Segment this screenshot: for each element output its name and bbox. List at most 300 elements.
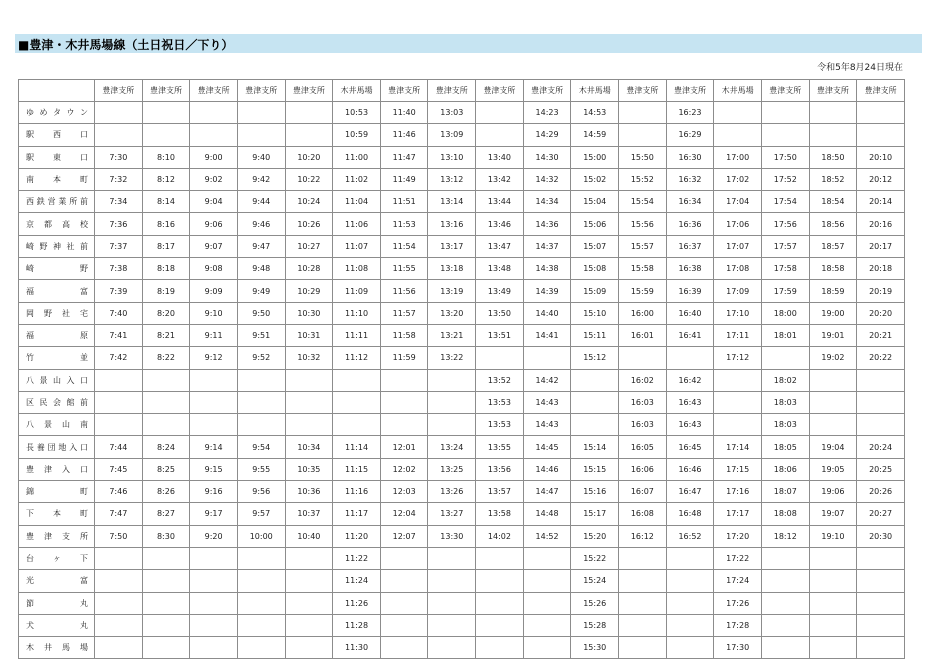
time-cell: 17:58 [761, 258, 809, 280]
table-row [19, 481, 905, 503]
stop-name: 駅西口 [19, 124, 95, 146]
time-cell: 7:42 [95, 347, 143, 369]
time-cell [476, 637, 524, 659]
time-cell: 9:16 [190, 481, 238, 503]
time-cell: 10:29 [285, 280, 333, 302]
time-cell: 14:46 [523, 458, 571, 480]
time-cell [95, 102, 143, 124]
time-cell: 14:23 [523, 102, 571, 124]
time-cell: 17:52 [761, 168, 809, 190]
time-cell [190, 102, 238, 124]
time-cell [285, 414, 333, 436]
time-cell: 10:30 [285, 302, 333, 324]
time-cell [237, 414, 285, 436]
column-header: 豊津支所 [523, 80, 571, 102]
time-cell [761, 347, 809, 369]
time-cell: 18:59 [809, 280, 857, 302]
column-header: 豊津支所 [190, 80, 238, 102]
time-cell: 17:12 [714, 347, 762, 369]
time-cell: 19:04 [809, 436, 857, 458]
time-cell: 9:51 [237, 324, 285, 346]
time-cell: 17:17 [714, 503, 762, 525]
time-cell: 7:39 [95, 280, 143, 302]
time-cell: 18:06 [761, 458, 809, 480]
time-cell: 12:02 [380, 458, 428, 480]
time-cell: 16:23 [666, 102, 714, 124]
time-cell: 14:02 [476, 525, 524, 547]
time-cell: 9:47 [237, 235, 285, 257]
time-cell: 14:47 [523, 481, 571, 503]
time-cell [571, 369, 619, 391]
time-cell: 15:11 [571, 324, 619, 346]
time-cell: 14:42 [523, 369, 571, 391]
time-cell: 9:07 [190, 235, 238, 257]
time-cell [285, 570, 333, 592]
time-cell [523, 347, 571, 369]
time-cell [190, 414, 238, 436]
table-row [19, 302, 905, 324]
time-cell: 15:08 [571, 258, 619, 280]
time-cell: 19:10 [809, 525, 857, 547]
time-cell: 16:12 [619, 525, 667, 547]
table-row [19, 258, 905, 280]
time-cell: 13:18 [428, 258, 476, 280]
time-cell: 15:10 [571, 302, 619, 324]
time-cell: 14:43 [523, 414, 571, 436]
time-cell [95, 637, 143, 659]
time-cell: 11:28 [333, 614, 381, 636]
time-cell [333, 414, 381, 436]
time-cell [380, 570, 428, 592]
time-cell [666, 570, 714, 592]
time-cell: 15:56 [619, 213, 667, 235]
column-header: 豊津支所 [476, 80, 524, 102]
time-cell: 13:51 [476, 324, 524, 346]
time-cell: 17:15 [714, 458, 762, 480]
time-cell: 11:17 [333, 503, 381, 525]
time-cell: 16:39 [666, 280, 714, 302]
time-cell: 16:47 [666, 481, 714, 503]
time-cell [619, 592, 667, 614]
time-cell [190, 547, 238, 569]
time-cell: 18:56 [809, 213, 857, 235]
stop-name: 西鉄営業所前 [19, 191, 95, 213]
time-cell [476, 124, 524, 146]
time-cell: 19:05 [809, 458, 857, 480]
table-row [19, 369, 905, 391]
time-cell: 8:10 [142, 146, 190, 168]
time-cell [285, 391, 333, 413]
time-cell: 18:57 [809, 235, 857, 257]
stop-name: 光富 [19, 570, 95, 592]
time-cell [190, 369, 238, 391]
time-cell: 18:03 [761, 391, 809, 413]
time-cell: 12:07 [380, 525, 428, 547]
stop-name: 八景山南 [19, 414, 95, 436]
time-cell: 16:45 [666, 436, 714, 458]
time-cell: 9:48 [237, 258, 285, 280]
column-header: 木井馬場 [714, 80, 762, 102]
stop-name: 京都高校 [19, 213, 95, 235]
time-cell: 7:41 [95, 324, 143, 346]
time-cell: 16:03 [619, 391, 667, 413]
time-cell: 11:22 [333, 547, 381, 569]
time-cell [714, 124, 762, 146]
column-header: 豊津支所 [666, 80, 714, 102]
time-cell: 13:10 [428, 146, 476, 168]
time-cell [285, 369, 333, 391]
time-cell: 11:56 [380, 280, 428, 302]
time-cell [237, 369, 285, 391]
time-cell: 14:39 [523, 280, 571, 302]
time-cell: 13:03 [428, 102, 476, 124]
time-cell [523, 614, 571, 636]
time-cell: 17:09 [714, 280, 762, 302]
time-cell: 17:56 [761, 213, 809, 235]
time-cell [476, 347, 524, 369]
time-cell: 17:24 [714, 570, 762, 592]
time-cell [237, 102, 285, 124]
time-cell: 17:04 [714, 191, 762, 213]
time-cell: 11:15 [333, 458, 381, 480]
time-cell: 11:09 [333, 280, 381, 302]
time-cell [857, 414, 905, 436]
time-cell: 7:46 [95, 481, 143, 503]
time-cell: 14:36 [523, 213, 571, 235]
time-cell: 15:12 [571, 347, 619, 369]
time-cell: 11:04 [333, 191, 381, 213]
table-row [19, 324, 905, 346]
time-cell [857, 369, 905, 391]
time-cell: 20:10 [857, 146, 905, 168]
time-cell: 16:03 [619, 414, 667, 436]
time-cell: 9:10 [190, 302, 238, 324]
date-note: 令和5年8月24日現在 [817, 63, 903, 73]
time-cell: 15:17 [571, 503, 619, 525]
time-cell: 9:46 [237, 213, 285, 235]
time-cell: 18:50 [809, 146, 857, 168]
time-cell [666, 592, 714, 614]
time-cell [809, 614, 857, 636]
time-cell: 18:08 [761, 503, 809, 525]
time-cell [523, 547, 571, 569]
time-cell: 13:42 [476, 168, 524, 190]
time-cell: 13:09 [428, 124, 476, 146]
time-cell [761, 637, 809, 659]
stop-name: 節丸 [19, 592, 95, 614]
header-corner [19, 80, 95, 102]
time-cell: 16:00 [619, 302, 667, 324]
time-cell: 10:40 [285, 525, 333, 547]
time-cell: 11:55 [380, 258, 428, 280]
time-cell: 12:01 [380, 436, 428, 458]
time-cell: 9:08 [190, 258, 238, 280]
time-cell: 15:09 [571, 280, 619, 302]
time-cell: 14:41 [523, 324, 571, 346]
time-cell [95, 592, 143, 614]
time-cell: 15:22 [571, 547, 619, 569]
time-cell [809, 369, 857, 391]
time-cell [761, 124, 809, 146]
table-row [19, 592, 905, 614]
time-cell: 17:57 [761, 235, 809, 257]
time-cell: 9:00 [190, 146, 238, 168]
time-cell: 16:01 [619, 324, 667, 346]
column-header: 豊津支所 [857, 80, 905, 102]
time-cell [428, 570, 476, 592]
time-cell [714, 414, 762, 436]
time-cell [237, 391, 285, 413]
time-cell: 17:11 [714, 324, 762, 346]
time-cell: 16:46 [666, 458, 714, 480]
time-cell: 16:36 [666, 213, 714, 235]
time-cell: 13:58 [476, 503, 524, 525]
time-cell: 11:26 [333, 592, 381, 614]
time-cell [428, 391, 476, 413]
time-cell [333, 369, 381, 391]
stop-name: 区民会館前 [19, 391, 95, 413]
time-cell: 15:54 [619, 191, 667, 213]
time-cell: 15:16 [571, 481, 619, 503]
time-cell [142, 570, 190, 592]
time-cell [666, 547, 714, 569]
time-cell: 20:27 [857, 503, 905, 525]
time-cell [571, 391, 619, 413]
time-cell: 17:54 [761, 191, 809, 213]
table-row [19, 168, 905, 190]
time-cell: 13:14 [428, 191, 476, 213]
time-cell: 17:59 [761, 280, 809, 302]
time-cell: 7:37 [95, 235, 143, 257]
time-cell [380, 547, 428, 569]
table-row [19, 525, 905, 547]
stop-name: 台ヶ下 [19, 547, 95, 569]
time-cell [714, 391, 762, 413]
time-cell [714, 369, 762, 391]
time-cell: 7:30 [95, 146, 143, 168]
time-cell: 11:49 [380, 168, 428, 190]
time-cell [761, 592, 809, 614]
time-cell: 16:42 [666, 369, 714, 391]
time-cell [142, 592, 190, 614]
time-cell: 9:11 [190, 324, 238, 346]
time-cell: 9:42 [237, 168, 285, 190]
time-cell [619, 347, 667, 369]
stop-name: 錦町 [19, 481, 95, 503]
time-cell: 18:54 [809, 191, 857, 213]
time-cell: 18:01 [761, 324, 809, 346]
time-cell: 17:16 [714, 481, 762, 503]
time-cell: 13:40 [476, 146, 524, 168]
header-row [19, 80, 905, 102]
time-cell [428, 369, 476, 391]
table-row [19, 436, 905, 458]
time-cell: 14:45 [523, 436, 571, 458]
time-cell: 9:44 [237, 191, 285, 213]
time-cell: 7:45 [95, 458, 143, 480]
time-cell [666, 637, 714, 659]
time-cell: 13:47 [476, 235, 524, 257]
time-cell: 7:44 [95, 436, 143, 458]
stop-name: 駅東口 [19, 146, 95, 168]
time-cell [761, 102, 809, 124]
time-cell: 8:24 [142, 436, 190, 458]
time-cell: 15:28 [571, 614, 619, 636]
time-cell: 17:14 [714, 436, 762, 458]
time-cell [95, 124, 143, 146]
time-cell: 11:11 [333, 324, 381, 346]
time-cell [857, 614, 905, 636]
time-cell: 17:50 [761, 146, 809, 168]
time-cell [142, 369, 190, 391]
time-cell: 8:27 [142, 503, 190, 525]
time-cell: 15:04 [571, 191, 619, 213]
time-cell: 10:34 [285, 436, 333, 458]
time-cell [142, 414, 190, 436]
time-cell: 8:20 [142, 302, 190, 324]
table-row [19, 391, 905, 413]
time-cell: 11:59 [380, 347, 428, 369]
table-row [19, 102, 905, 124]
stop-name: 崎野 [19, 258, 95, 280]
time-cell [237, 637, 285, 659]
stop-name: 豊津支所 [19, 525, 95, 547]
time-cell [190, 614, 238, 636]
time-cell: 16:02 [619, 369, 667, 391]
time-cell [857, 637, 905, 659]
stop-name: 崎野神社前 [19, 235, 95, 257]
time-cell: 11:30 [333, 637, 381, 659]
table-row [19, 146, 905, 168]
time-cell: 13:24 [428, 436, 476, 458]
time-cell [523, 570, 571, 592]
time-cell: 9:12 [190, 347, 238, 369]
time-cell [809, 124, 857, 146]
time-cell: 16:06 [619, 458, 667, 480]
time-cell [190, 391, 238, 413]
time-cell: 8:12 [142, 168, 190, 190]
page-title: ■豊津・木井馬場線（土日祝日／下り） [18, 38, 234, 52]
time-cell [142, 102, 190, 124]
time-cell: 10:36 [285, 481, 333, 503]
stop-name: 南本町 [19, 168, 95, 190]
time-cell: 13:53 [476, 391, 524, 413]
time-cell: 13:46 [476, 213, 524, 235]
column-header: 木井馬場 [571, 80, 619, 102]
time-cell: 13:21 [428, 324, 476, 346]
time-cell: 15:50 [619, 146, 667, 168]
time-cell [237, 570, 285, 592]
time-cell: 11:57 [380, 302, 428, 324]
time-cell: 19:02 [809, 347, 857, 369]
time-cell: 9:52 [237, 347, 285, 369]
time-cell: 19:07 [809, 503, 857, 525]
time-cell: 15:24 [571, 570, 619, 592]
time-cell [95, 369, 143, 391]
time-cell [809, 414, 857, 436]
time-cell: 11:53 [380, 213, 428, 235]
time-cell: 14:48 [523, 503, 571, 525]
time-cell: 18:02 [761, 369, 809, 391]
time-cell: 18:58 [809, 258, 857, 280]
time-cell: 13:57 [476, 481, 524, 503]
time-cell [190, 124, 238, 146]
time-cell: 14:32 [523, 168, 571, 190]
time-cell [285, 547, 333, 569]
time-cell: 17:26 [714, 592, 762, 614]
time-cell: 20:12 [857, 168, 905, 190]
time-cell: 11:20 [333, 525, 381, 547]
time-cell [619, 102, 667, 124]
time-cell [714, 102, 762, 124]
time-cell [380, 414, 428, 436]
time-cell: 9:09 [190, 280, 238, 302]
time-cell: 16:30 [666, 146, 714, 168]
time-cell: 15:15 [571, 458, 619, 480]
time-cell: 9:02 [190, 168, 238, 190]
time-cell: 16:38 [666, 258, 714, 280]
time-cell: 14:53 [571, 102, 619, 124]
time-cell: 9:06 [190, 213, 238, 235]
time-cell [761, 614, 809, 636]
time-cell: 10:22 [285, 168, 333, 190]
time-cell [761, 547, 809, 569]
time-cell: 8:14 [142, 191, 190, 213]
time-cell [428, 592, 476, 614]
table-row [19, 570, 905, 592]
time-cell [237, 547, 285, 569]
time-cell [285, 614, 333, 636]
time-cell [809, 570, 857, 592]
time-cell [190, 637, 238, 659]
time-cell: 14:40 [523, 302, 571, 324]
time-cell: 13:19 [428, 280, 476, 302]
time-cell [857, 391, 905, 413]
time-cell [523, 637, 571, 659]
time-cell: 10:28 [285, 258, 333, 280]
time-cell: 16:37 [666, 235, 714, 257]
time-cell: 18:12 [761, 525, 809, 547]
time-cell: 8:26 [142, 481, 190, 503]
time-cell [285, 592, 333, 614]
time-cell: 7:32 [95, 168, 143, 190]
time-cell: 15:57 [619, 235, 667, 257]
time-cell: 20:25 [857, 458, 905, 480]
table-row [19, 280, 905, 302]
time-cell: 20:26 [857, 481, 905, 503]
time-cell: 15:30 [571, 637, 619, 659]
time-cell: 9:20 [190, 525, 238, 547]
column-header: 豊津支所 [619, 80, 667, 102]
table-row [19, 124, 905, 146]
time-cell [809, 391, 857, 413]
time-cell [285, 124, 333, 146]
time-cell: 14:34 [523, 191, 571, 213]
time-cell: 11:51 [380, 191, 428, 213]
time-cell: 15:07 [571, 235, 619, 257]
time-cell: 10:32 [285, 347, 333, 369]
time-cell: 15:26 [571, 592, 619, 614]
time-cell [380, 391, 428, 413]
time-cell: 17:06 [714, 213, 762, 235]
stop-name: 豊津入口 [19, 458, 95, 480]
time-cell: 15:59 [619, 280, 667, 302]
time-cell: 20:21 [857, 324, 905, 346]
time-cell [428, 547, 476, 569]
time-cell [619, 637, 667, 659]
time-cell: 7:38 [95, 258, 143, 280]
time-cell [619, 570, 667, 592]
